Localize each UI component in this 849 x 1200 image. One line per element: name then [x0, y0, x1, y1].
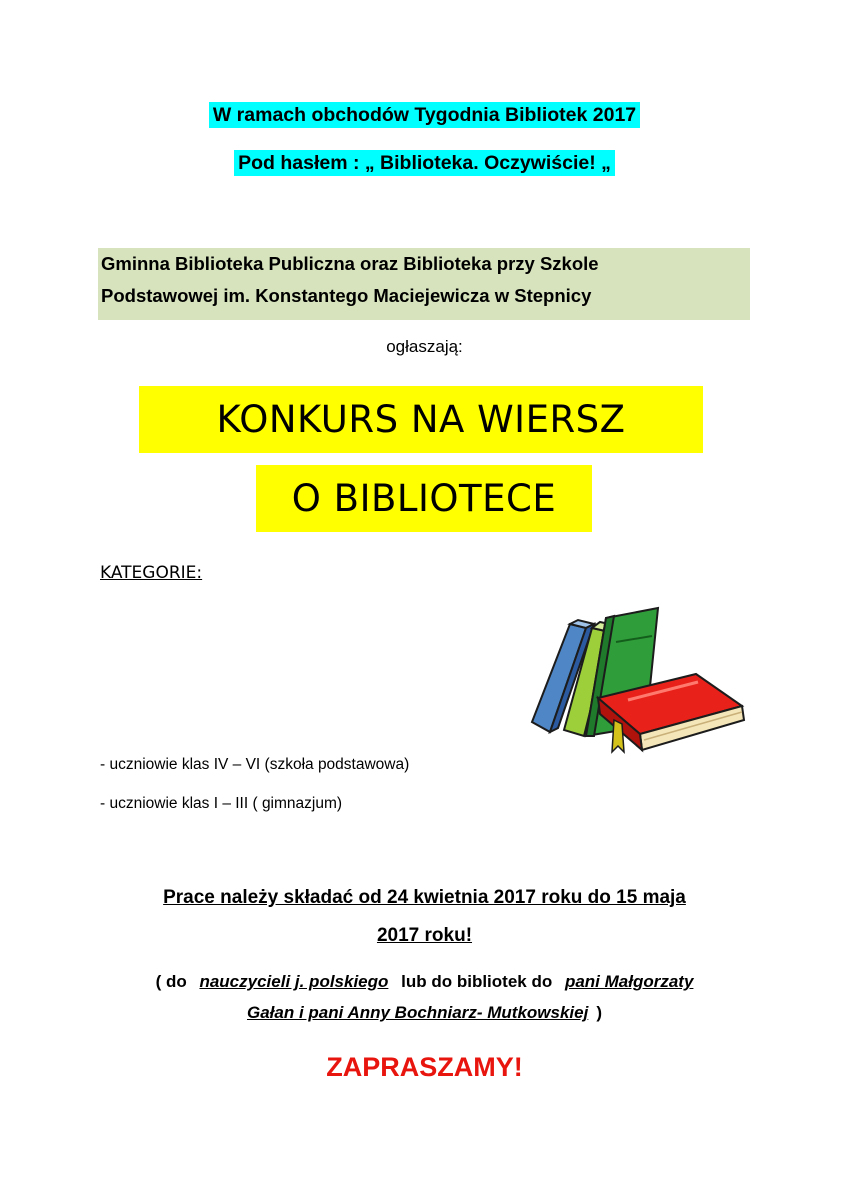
header-line-1: [0, 104, 849, 127]
contest-title-line-1: KONKURS NA WIERSZ: [139, 386, 703, 453]
note-line-2: [0, 1003, 849, 1023]
deadline-line-2: 2017 roku!: [376, 925, 473, 946]
note-close: ): [596, 1003, 602, 1022]
books-clipart-icon: [528, 602, 746, 772]
note-teachers: nauczycieli j. polskiego: [199, 972, 389, 991]
announce-text: ogłaszają:: [386, 337, 463, 356]
categories-label: KATEGORIE:: [100, 563, 203, 583]
note-person-2: Gałan i pani Anny Bochniarz- Mutkowskiej: [247, 1003, 589, 1022]
organizers-box: [98, 248, 750, 320]
note-person-1: pani Małgorzaty: [564, 972, 694, 991]
note-open: ( do: [155, 972, 192, 991]
header-line-1-text: W ramach obchodów Tygodnia Bibliotek 2017: [209, 102, 640, 128]
header-line-2-text: Pod hasłem : „ Biblioteka. Oczywiście! „: [234, 150, 615, 176]
note-middle: lub do bibliotek do: [396, 972, 557, 991]
contest-title-line-2: O BIBLIOTECE: [256, 465, 592, 532]
category-item-2: - uczniowie klas I – III ( gimnazjum): [100, 795, 343, 812]
organizers-line-2: Podstawowej im. Konstantego Maciejewicza w Stepnicy: [101, 285, 592, 306]
note-line-1: [0, 972, 849, 992]
category-item-1: - uczniowie klas IV – VI (szkoła podstawowa): [100, 756, 410, 773]
organizers-line-1: Gminna Biblioteka Publiczna oraz Biblioteka przy Szkole: [101, 253, 599, 274]
header-line-2: [0, 152, 849, 175]
invite-text: ZAPRASZAMY!: [326, 1052, 523, 1082]
deadline-line-1: Prace należy składać od 24 kwietnia 2017 roku do 15 maja: [163, 887, 686, 908]
